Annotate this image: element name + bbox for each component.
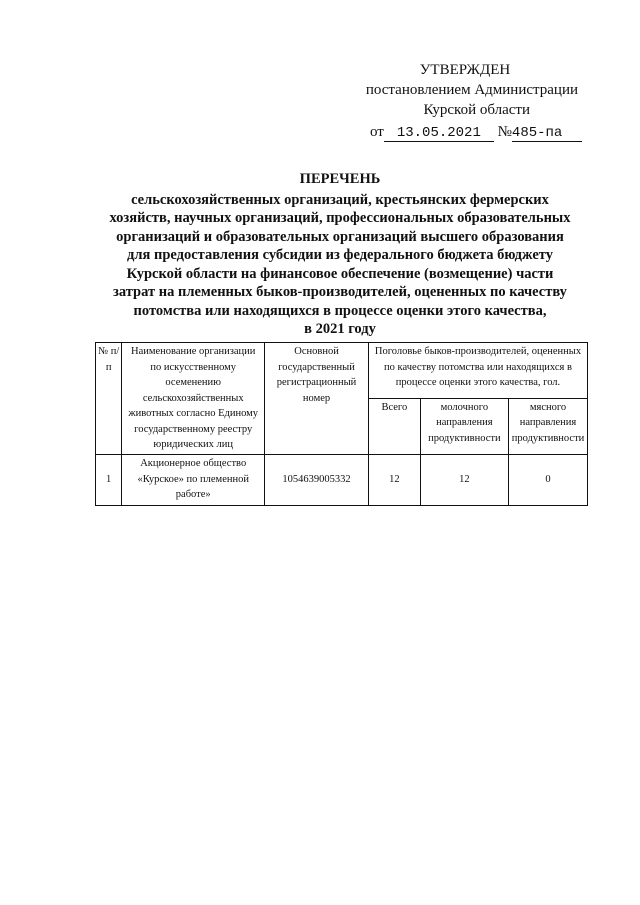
title-line: организаций и образовательных организаций высшего образования [116, 228, 564, 245]
title-line: потомства или находящихся в процессе оценки этого качества, [133, 302, 547, 319]
title-line: хозяйств, научных организаций, профессиональных образовательных [109, 210, 571, 226]
approval-block [330, 60, 590, 142]
header-livestock: Поголовье быков-производителей, оцененных по качеству потомства или находящихся в процессе оценки этого качества, гол. [368, 343, 587, 399]
approval-number: 485-па [512, 125, 582, 142]
approval-region: Курской области [423, 102, 530, 118]
date-prefix: от [370, 124, 384, 140]
header-reg-number: Основной государственный регистрационный номер [265, 343, 369, 455]
approval-by: постановлением Администрации [365, 82, 578, 98]
title-line: сельскохозяйственных организаций, крестьянских фермерских [131, 191, 549, 208]
approval-date-line [330, 122, 590, 142]
cell-total: 12 [368, 454, 420, 505]
title-line: для предоставления субсидии из федерального бюджета бюджету [127, 247, 553, 263]
header-num: № п/п [96, 343, 122, 455]
table-header-row [96, 343, 588, 399]
cell-name: Акционерное общество «Курское» по племенной работе» [122, 454, 265, 505]
cell-meat: 0 [509, 454, 588, 505]
approval-date: 13.05.2021 [384, 125, 494, 142]
cell-num: 1 [96, 454, 122, 505]
number-prefix: № [497, 124, 512, 140]
title-line: Курской области на финансовое обеспечение (возмещение) части [126, 265, 554, 282]
organizations-table [95, 342, 588, 506]
approval-status: УТВЕРЖДЕН [419, 62, 511, 78]
header-total: Всего [368, 398, 420, 454]
document-title [90, 170, 590, 339]
title-heading: ПЕРЕЧЕНЬ [299, 171, 381, 187]
cell-reg-number: 1054639005332 [265, 454, 369, 505]
header-name: Наименование организации по искусственному осеменению сельскохозяйственных животных согласно Единому государственному реестру юридических лиц [122, 343, 265, 455]
title-line: затрат на племенных быков-производителей, оцененных по качеству [113, 284, 567, 300]
header-meat: мясного направления продуктивности [509, 398, 588, 454]
header-dairy: молочного направления продуктивности [420, 398, 508, 454]
cell-dairy: 12 [420, 454, 508, 505]
table-row [96, 454, 588, 505]
title-line: в 2021 году [304, 321, 376, 337]
